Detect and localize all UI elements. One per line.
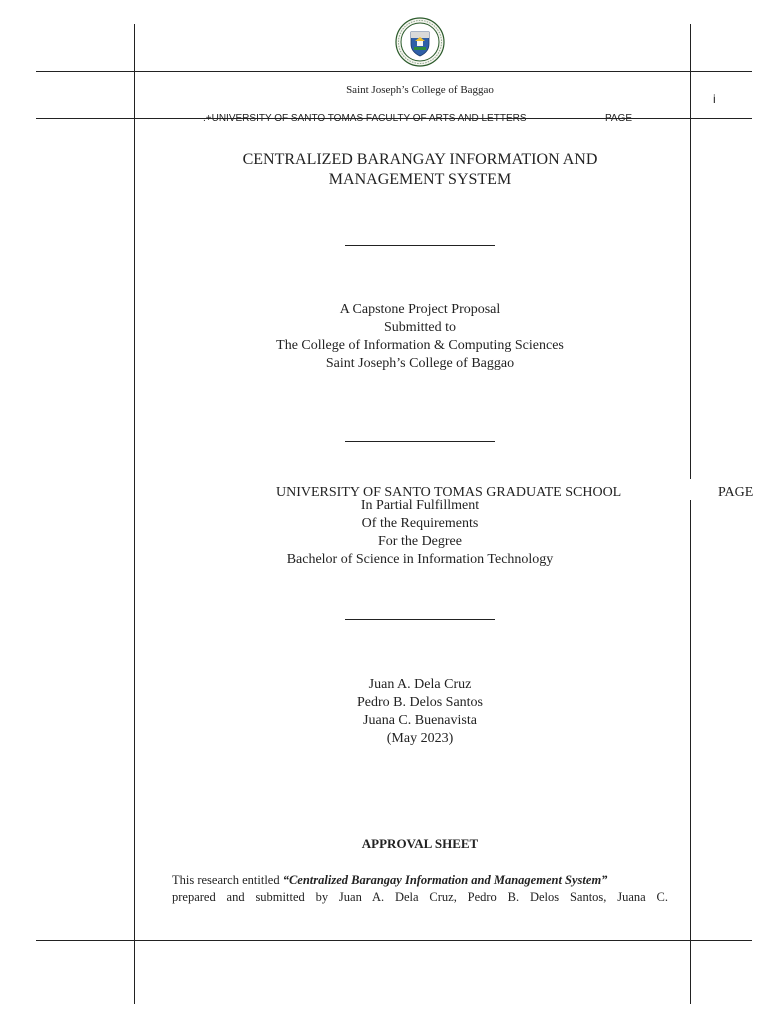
fulfillment-block (134, 497, 706, 569)
fulfillment-line: For the Degree (378, 534, 462, 549)
approval-intro: This research entitled (172, 873, 280, 887)
proposal-line: A Capstone Project Proposal (339, 302, 501, 317)
header-top-line (36, 71, 752, 72)
proposal-line: Submitted to (384, 320, 456, 335)
approval-line-2: prepared and submitted by Juan A. Dela Cruz, Pedro B. Delos Santos, Juana C. (172, 890, 668, 904)
author-line: Juana C. Buenavista (363, 713, 477, 728)
authors-block (134, 676, 706, 748)
separator-1 (345, 245, 495, 246)
document-title (134, 150, 706, 190)
running-header-text: .+UNIVERSITY OF SANTO TOMAS FACULTY OF ARTS AND LETTERS (203, 113, 527, 124)
overlay-header-page: PAGE (718, 485, 754, 500)
title-line-2: MANAGEMENT SYSTEM (328, 171, 512, 188)
approval-paragraph (172, 872, 668, 906)
approval-research-title: “Centralized Barangay Information and Management System” (282, 873, 608, 887)
fulfillment-line: Bachelor of Science in Information Technology (286, 552, 554, 567)
separator-3 (345, 619, 495, 620)
title-line-1: CENTRALIZED BARANGAY INFORMATION AND (242, 151, 598, 168)
proposal-block (134, 301, 706, 373)
college-seal-logo (395, 17, 445, 67)
separator-2 (345, 441, 495, 442)
author-line: Pedro B. Delos Santos (357, 695, 483, 710)
page-number: i (713, 92, 716, 106)
right-margin-line-bottom (690, 500, 691, 1004)
approval-heading: APPROVAL SHEET (361, 836, 479, 851)
footer-line (36, 940, 752, 941)
proposal-line: The College of Information & Computing Sciences (276, 338, 564, 353)
proposal-line: Saint Joseph’s College of Baggao (325, 356, 515, 371)
running-header-page: PAGE (605, 113, 633, 124)
author-line: Juan A. Dela Cruz (368, 677, 472, 692)
overlay-header-text: UNIVERSITY OF SANTO TOMAS GRADUATE SCHOOL (276, 485, 622, 500)
fulfillment-line: In Partial Fulfillment (360, 498, 480, 513)
author-line: (May 2023) (386, 731, 454, 746)
college-name-header: Saint Joseph’s College of Baggao (346, 84, 494, 96)
fulfillment-line: Of the Requirements (361, 516, 479, 531)
